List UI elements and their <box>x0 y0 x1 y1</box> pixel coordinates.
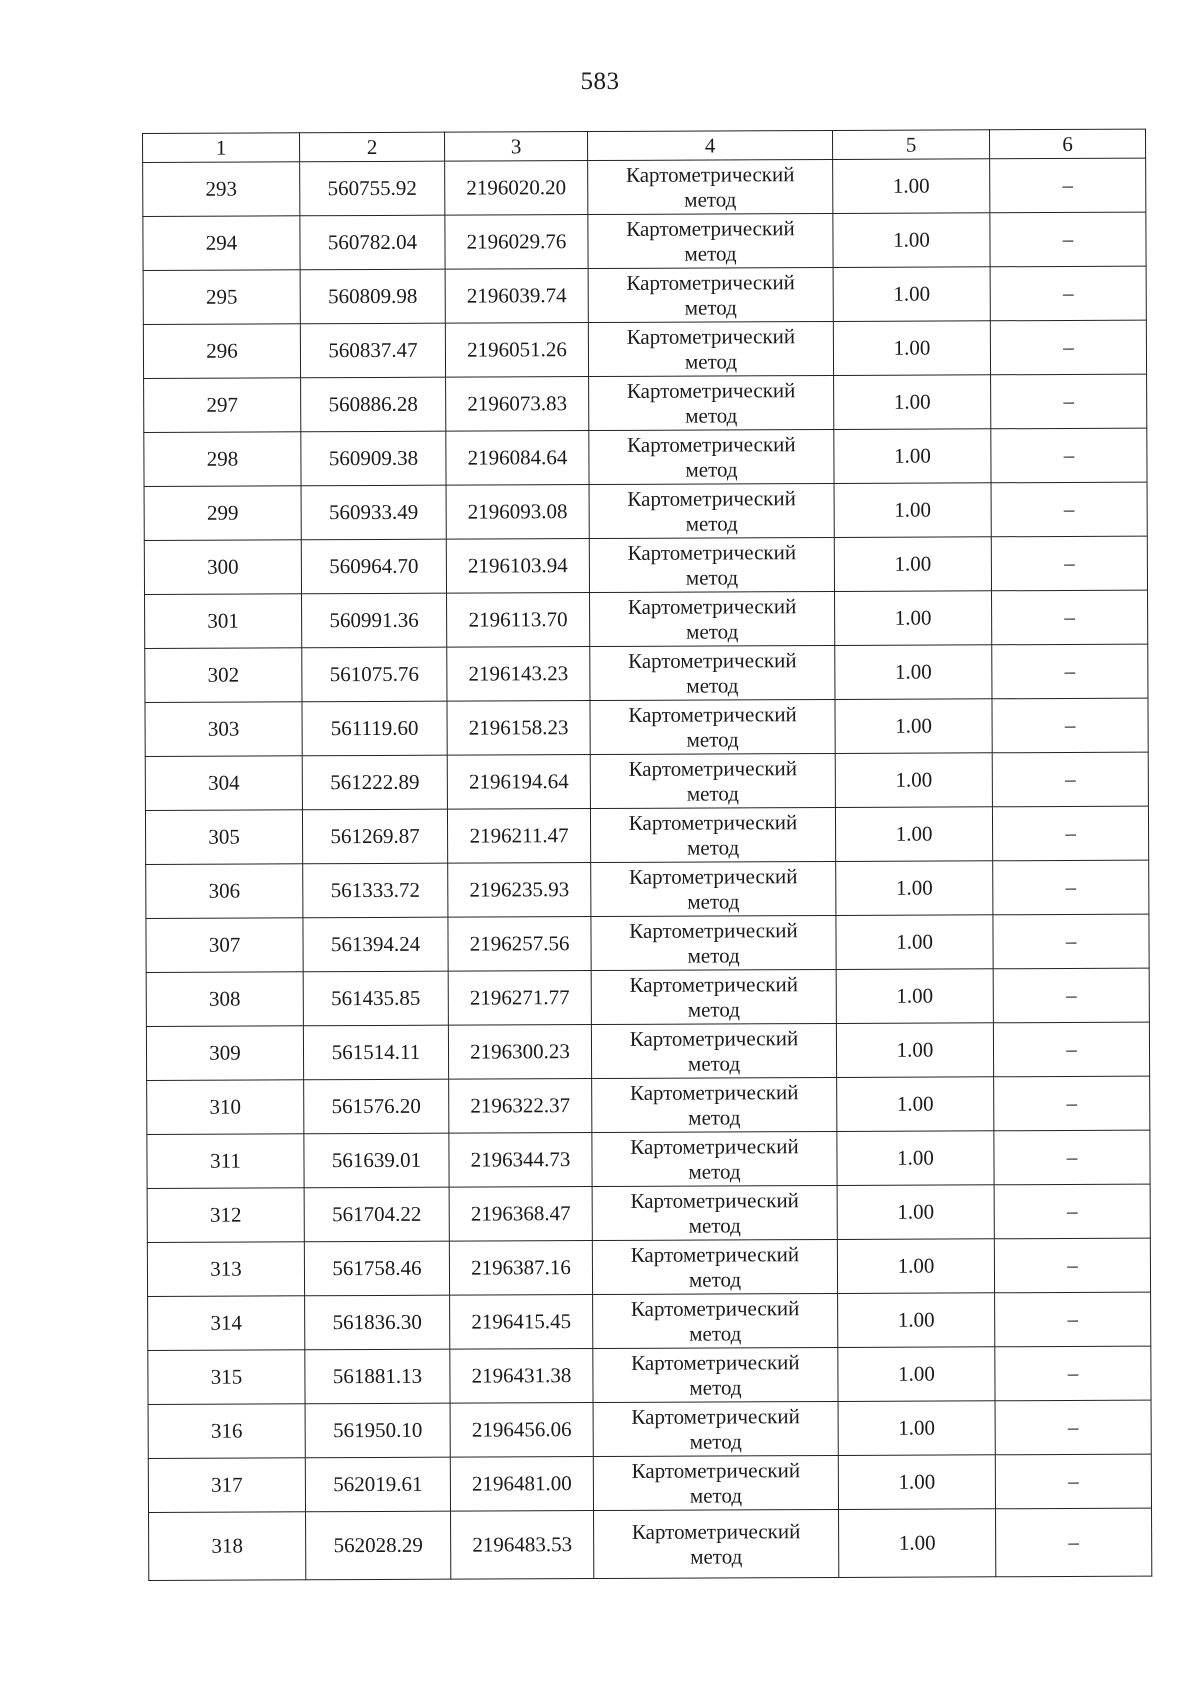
y-coordinate-cell: 2196235.93 <box>448 863 591 918</box>
table-row <box>146 968 1149 1026</box>
table-row <box>148 1346 1151 1404</box>
accuracy-cell: 1.00 <box>837 1239 994 1294</box>
method-line-1: Картометрический <box>628 863 798 889</box>
note-cell: – <box>993 968 1149 1023</box>
y-coordinate-cell: 2196344.73 <box>449 1133 592 1188</box>
point-number-cell: 313 <box>147 1242 304 1297</box>
point-number-cell: 308 <box>146 972 303 1027</box>
y-coordinate-cell: 2196051.26 <box>445 323 588 378</box>
method-line-2: метод <box>686 672 739 698</box>
method-line-2: метод <box>689 1374 742 1400</box>
note-cell: – <box>994 1076 1150 1131</box>
method-cell <box>590 645 835 700</box>
method-line-2: метод <box>684 294 737 320</box>
x-coordinate-cell: 561836.30 <box>305 1295 450 1350</box>
point-number-cell: 293 <box>143 162 300 217</box>
method-cell <box>592 1077 837 1132</box>
method-line-2: метод <box>685 510 738 536</box>
column-header-1: 1 <box>143 133 300 163</box>
accuracy-cell: 1.00 <box>833 267 990 322</box>
accuracy-cell: 1.00 <box>838 1347 995 1402</box>
note-cell: – <box>993 1022 1149 1077</box>
y-coordinate-cell: 2196029.76 <box>445 215 588 270</box>
y-coordinate-cell: 2196020.20 <box>445 161 588 216</box>
method-line-1: Картометрический <box>629 971 799 997</box>
column-header-4: 4 <box>587 130 832 160</box>
table-row <box>143 212 1146 270</box>
method-line-1: Картометрический <box>628 755 798 781</box>
method-line-2: метод <box>684 186 737 212</box>
y-coordinate-cell: 2196039.74 <box>445 269 588 324</box>
y-coordinate-cell: 2196194.64 <box>447 755 590 810</box>
method-line-1: Картометрический <box>626 215 795 241</box>
accuracy-cell: 1.00 <box>838 1293 995 1348</box>
method-cell <box>593 1401 838 1456</box>
point-number-cell: 301 <box>145 594 302 649</box>
table-row <box>143 266 1146 324</box>
method-cell <box>589 375 834 430</box>
y-coordinate-cell: 2196143.23 <box>447 647 590 702</box>
method-line-1: Картометрический <box>629 1079 799 1105</box>
x-coordinate-cell: 561704.22 <box>304 1187 449 1242</box>
method-line-2: метод <box>688 1212 741 1238</box>
note-cell: – <box>992 698 1148 753</box>
x-coordinate-cell: 562028.29 <box>306 1511 451 1580</box>
note-cell: – <box>990 212 1146 267</box>
method-line-2: метод <box>686 618 739 644</box>
method-cell <box>588 159 833 214</box>
method-line-1: Картометрический <box>625 161 795 187</box>
x-coordinate-cell: 560991.36 <box>302 593 447 648</box>
accuracy-cell: 1.00 <box>838 1455 995 1510</box>
note-cell: – <box>995 1346 1151 1401</box>
x-coordinate-cell: 561269.87 <box>302 809 447 864</box>
method-line-1: Картометрический <box>630 1295 800 1321</box>
accuracy-cell: 1.00 <box>837 1185 994 1240</box>
method-line-2: метод <box>686 780 739 806</box>
accuracy-cell: 1.00 <box>837 1077 994 1132</box>
x-coordinate-cell: 561881.13 <box>305 1349 450 1404</box>
method-cell <box>588 213 833 268</box>
point-number-cell: 303 <box>145 702 302 757</box>
x-coordinate-cell: 560782.04 <box>300 215 445 270</box>
method-line-1: Картометрический <box>628 809 798 835</box>
note-cell: – <box>992 752 1148 807</box>
note-cell: – <box>993 860 1149 915</box>
method-line-1: Картометрический <box>631 1403 800 1429</box>
method-line-1: Картометрический <box>626 323 796 349</box>
table-row <box>144 536 1147 594</box>
x-coordinate-cell: 561950.10 <box>305 1403 450 1458</box>
point-number-cell: 314 <box>148 1296 305 1351</box>
accuracy-cell: 1.00 <box>835 753 992 808</box>
note-cell: – <box>994 1130 1150 1185</box>
accuracy-cell: 1.00 <box>833 213 990 268</box>
method-line-2: метод <box>690 1543 743 1569</box>
point-number-cell: 315 <box>148 1350 305 1405</box>
point-number-cell: 309 <box>146 1026 303 1081</box>
table-header-row <box>143 129 1146 162</box>
table-row <box>146 860 1149 918</box>
note-cell: – <box>990 158 1146 213</box>
column-header-6: 6 <box>989 129 1145 159</box>
y-coordinate-cell: 2196456.06 <box>450 1403 593 1458</box>
column-header-3: 3 <box>444 132 587 162</box>
method-line-2: метод <box>687 834 740 860</box>
table-row <box>147 1238 1150 1296</box>
y-coordinate-cell: 2196387.16 <box>449 1241 592 1296</box>
x-coordinate-cell: 561576.20 <box>304 1079 449 1134</box>
method-cell <box>592 1131 837 1186</box>
note-cell: – <box>992 644 1148 699</box>
note-cell: – <box>994 1184 1150 1239</box>
y-coordinate-cell: 2196093.08 <box>446 485 589 540</box>
x-coordinate-cell: 561758.46 <box>304 1241 449 1296</box>
accuracy-cell: 1.00 <box>834 429 991 484</box>
method-line-2: метод <box>688 1104 741 1130</box>
method-cell <box>594 1509 839 1578</box>
method-line-2: метод <box>686 726 739 752</box>
table-row <box>143 320 1146 378</box>
x-coordinate-cell: 561222.89 <box>302 755 447 810</box>
method-line-1: Картометрический <box>630 1187 799 1213</box>
table-row <box>144 428 1147 486</box>
x-coordinate-cell: 561514.11 <box>303 1025 448 1080</box>
note-cell: – <box>993 914 1149 969</box>
y-coordinate-cell: 2196211.47 <box>447 809 590 864</box>
point-number-cell: 294 <box>143 216 300 271</box>
method-line-2: метод <box>688 1266 742 1292</box>
y-coordinate-cell: 2196481.00 <box>450 1457 593 1512</box>
accuracy-cell: 1.00 <box>836 861 993 916</box>
method-line-1: Картометрический <box>629 1025 799 1051</box>
x-coordinate-cell: 561435.85 <box>303 971 448 1026</box>
accuracy-cell: 1.00 <box>838 1401 995 1456</box>
x-coordinate-cell: 562019.61 <box>305 1457 450 1512</box>
method-line-2: метод <box>689 1320 742 1346</box>
note-cell: – <box>991 428 1147 483</box>
table-row <box>144 482 1147 540</box>
method-line-2: метод <box>687 888 740 914</box>
accuracy-cell: 1.00 <box>837 1131 994 1186</box>
x-coordinate-cell: 561075.76 <box>302 647 447 702</box>
table-row <box>148 1292 1151 1350</box>
method-line-2: метод <box>685 456 738 482</box>
method-line-1: Картометрический <box>626 269 795 295</box>
method-line-1: Картометрический <box>626 377 796 403</box>
table-row <box>148 1400 1151 1458</box>
method-cell <box>593 1347 838 1402</box>
x-coordinate-cell: 560909.38 <box>301 431 446 486</box>
method-cell <box>593 1293 838 1348</box>
method-cell <box>590 753 835 808</box>
note-cell: – <box>996 1508 1152 1577</box>
point-number-cell: 295 <box>143 270 300 325</box>
method-cell <box>591 969 836 1024</box>
y-coordinate-cell: 2196084.64 <box>446 431 589 486</box>
accuracy-cell: 1.00 <box>836 969 993 1024</box>
method-cell <box>590 699 835 754</box>
y-coordinate-cell: 2196073.83 <box>446 377 589 432</box>
y-coordinate-cell: 2196483.53 <box>451 1511 594 1580</box>
method-line-2: метод <box>689 1482 743 1508</box>
table-row <box>145 590 1148 648</box>
method-line-2: метод <box>689 1428 742 1454</box>
point-number-cell: 300 <box>144 540 301 595</box>
point-number-cell: 297 <box>144 378 301 433</box>
method-line-1: Картометрический <box>628 701 797 727</box>
point-number-cell: 310 <box>147 1080 304 1135</box>
column-header-2: 2 <box>300 132 445 162</box>
method-line-1: Картометрический <box>630 1133 799 1159</box>
accuracy-cell: 1.00 <box>835 645 992 700</box>
point-number-cell: 312 <box>147 1188 304 1243</box>
accuracy-cell: 1.00 <box>835 699 992 754</box>
point-number-cell: 318 <box>149 1512 306 1581</box>
x-coordinate-cell: 561119.60 <box>302 701 447 756</box>
method-line-2: метод <box>685 402 738 428</box>
y-coordinate-cell: 2196431.38 <box>450 1349 593 1404</box>
y-coordinate-cell: 2196300.23 <box>448 1025 591 1080</box>
y-coordinate-cell: 2196257.56 <box>448 917 591 972</box>
method-cell <box>592 1239 837 1294</box>
method-cell <box>590 591 835 646</box>
accuracy-cell: 1.00 <box>835 807 992 862</box>
table-row <box>146 1022 1149 1080</box>
method-line-1: Картометрический <box>628 647 797 673</box>
method-line-1: Картометрический <box>627 431 796 457</box>
table-row <box>145 698 1148 756</box>
point-number-cell: 306 <box>146 864 303 919</box>
accuracy-cell: 1.00 <box>836 1023 993 1078</box>
method-line-2: метод <box>687 942 740 968</box>
table-row <box>147 1184 1150 1242</box>
method-cell <box>589 537 834 592</box>
method-line-1: Картометрический <box>629 917 798 943</box>
coordinates-table <box>142 129 1152 1581</box>
y-coordinate-cell: 2196103.94 <box>446 539 589 594</box>
method-cell <box>591 1023 836 1078</box>
note-cell: – <box>995 1292 1151 1347</box>
method-cell <box>593 1455 838 1510</box>
note-cell: – <box>994 1238 1150 1293</box>
note-cell: – <box>995 1454 1151 1509</box>
x-coordinate-cell: 560933.49 <box>301 485 446 540</box>
x-coordinate-cell: 560886.28 <box>301 377 446 432</box>
x-coordinate-cell: 561333.72 <box>303 863 448 918</box>
point-number-cell: 307 <box>146 918 303 973</box>
page-number: 583 <box>580 68 620 95</box>
table-row <box>143 158 1146 216</box>
method-line-1: Картометрический <box>631 1349 800 1375</box>
table-row <box>147 1130 1150 1188</box>
table-row <box>145 806 1148 864</box>
note-cell: – <box>992 590 1148 645</box>
method-line-2: метод <box>684 240 737 266</box>
point-number-cell: 304 <box>145 756 302 811</box>
y-coordinate-cell: 2196322.37 <box>449 1079 592 1134</box>
method-line-1: Картометрический <box>627 539 797 565</box>
method-cell <box>589 429 834 484</box>
method-cell <box>588 321 833 376</box>
method-cell <box>588 267 833 322</box>
note-cell: – <box>991 374 1147 429</box>
note-cell: – <box>992 806 1148 861</box>
accuracy-cell: 1.00 <box>836 915 993 970</box>
table-row <box>146 914 1149 972</box>
table-row <box>145 644 1148 702</box>
method-line-1: Картометрический <box>631 1457 801 1483</box>
table-row <box>145 752 1148 810</box>
accuracy-cell: 1.00 <box>835 591 992 646</box>
y-coordinate-cell: 2196368.47 <box>449 1187 592 1242</box>
note-cell: – <box>990 266 1146 321</box>
accuracy-cell: 1.00 <box>839 1509 996 1578</box>
method-cell <box>590 807 835 862</box>
y-coordinate-cell: 2196113.70 <box>447 593 590 648</box>
point-number-cell: 317 <box>148 1458 305 1513</box>
note-cell: – <box>990 320 1146 375</box>
method-cell <box>591 915 836 970</box>
point-number-cell: 305 <box>145 810 302 865</box>
point-number-cell: 298 <box>144 432 301 487</box>
x-coordinate-cell: 560755.92 <box>300 161 445 216</box>
x-coordinate-cell: 561394.24 <box>303 917 448 972</box>
method-cell <box>592 1185 837 1240</box>
accuracy-cell: 1.00 <box>834 537 991 592</box>
y-coordinate-cell: 2196415.45 <box>450 1295 593 1350</box>
point-number-cell: 316 <box>148 1404 305 1459</box>
method-line-1: Картометрический <box>631 1518 801 1544</box>
table-row <box>149 1508 1152 1580</box>
y-coordinate-cell: 2196271.77 <box>448 971 591 1026</box>
accuracy-cell: 1.00 <box>833 159 990 214</box>
method-line-2: метод <box>687 1050 741 1076</box>
x-coordinate-cell: 560837.47 <box>300 323 445 378</box>
column-header-5: 5 <box>832 130 989 160</box>
method-line-2: метод <box>687 996 740 1022</box>
y-coordinate-cell: 2196158.23 <box>447 701 590 756</box>
x-coordinate-cell: 560964.70 <box>301 539 446 594</box>
method-line-2: метод <box>685 564 739 590</box>
x-coordinate-cell: 560809.98 <box>300 269 445 324</box>
table-body <box>143 158 1152 1580</box>
table-row <box>144 374 1147 432</box>
note-cell: – <box>995 1400 1151 1455</box>
table-row <box>147 1076 1150 1134</box>
table-row <box>148 1454 1151 1512</box>
accuracy-cell: 1.00 <box>833 321 990 376</box>
point-number-cell: 299 <box>144 486 301 541</box>
method-cell <box>589 483 834 538</box>
method-line-2: метод <box>684 348 738 374</box>
note-cell: – <box>991 482 1147 537</box>
method-cell <box>591 861 836 916</box>
accuracy-cell: 1.00 <box>834 483 991 538</box>
point-number-cell: 296 <box>143 324 300 379</box>
method-line-1: Картометрический <box>627 485 796 511</box>
point-number-cell: 311 <box>147 1134 304 1189</box>
method-line-1: Картометрический <box>630 1241 800 1267</box>
method-line-2: метод <box>688 1158 741 1184</box>
accuracy-cell: 1.00 <box>834 375 991 430</box>
x-coordinate-cell: 561639.01 <box>304 1133 449 1188</box>
method-line-1: Картометрический <box>627 593 797 619</box>
note-cell: – <box>991 536 1147 591</box>
point-number-cell: 302 <box>145 648 302 703</box>
